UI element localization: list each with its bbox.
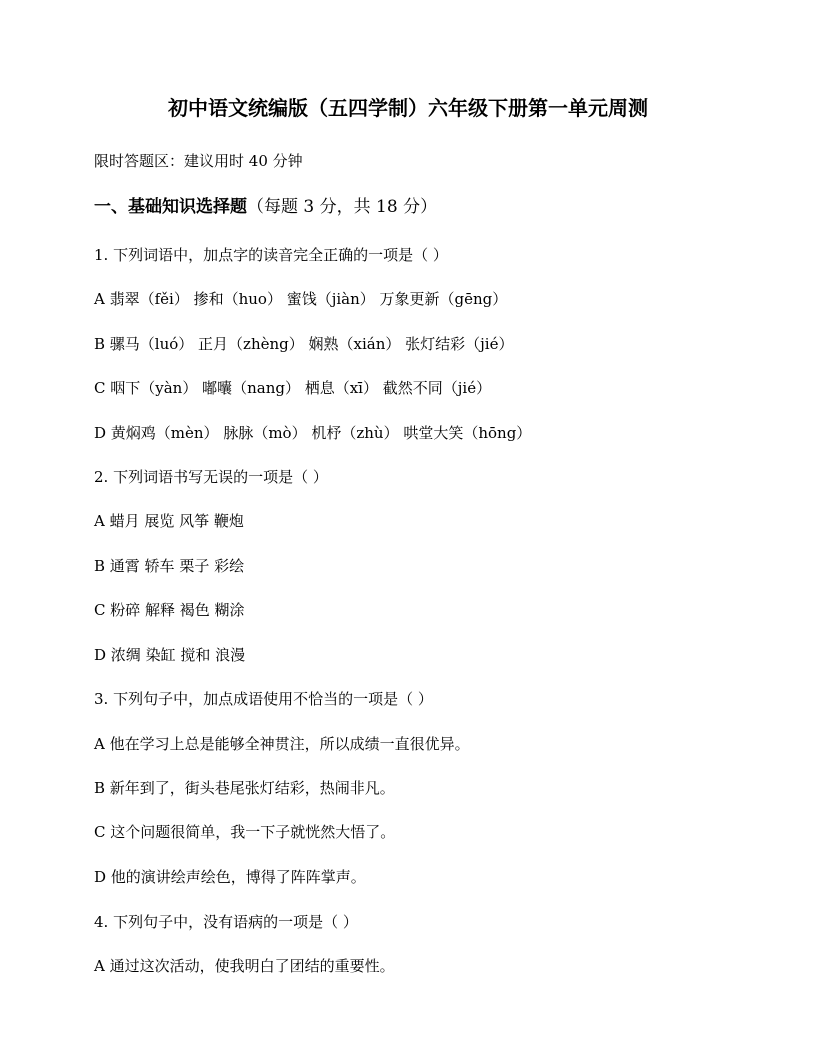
question-3-option-c: C 这个问题很简单，我一下子就恍然大悟了。 (94, 823, 396, 841)
section-heading (94, 195, 437, 219)
question-1-option-d: D 黄焖鸡（mèn） 脉脉（mò） 机杼（zhù） 哄堂大笑（hōng） (94, 424, 532, 442)
question-4-stem: 4. 下列句子中，没有语病的一项是（ ） (94, 913, 358, 931)
question-2-option-c: C 粉碎 解释 褐色 糊涂 (94, 601, 245, 619)
question-2-stem: 2. 下列词语书写无误的一项是（ ） (94, 468, 328, 486)
question-1-option-b: B 骡马（luó） 正月（zhèng） 娴熟（xián） 张灯结彩（jié） (94, 335, 514, 353)
section-title: 一、基础知识选择题 (94, 197, 247, 217)
question-3-option-a: A 他在学习上总是能够全神贯注，所以成绩一直很优异。 (94, 735, 470, 753)
question-1-option-a: A 翡翠（fěi） 掺和（huo） 蜜饯（jiàn） 万象更新（gēng） (94, 290, 508, 308)
question-4-option-a: A 通过这次活动，使我明白了团结的重要性。 (94, 957, 395, 975)
question-3-stem: 3. 下列句子中，加点成语使用不恰当的一项是（ ） (94, 690, 433, 708)
question-2-option-a: A 蜡月 展览 风筝 鞭炮 (94, 512, 244, 530)
question-1-stem: 1. 下列词语中，加点字的读音完全正确的一项是（ ） (94, 246, 448, 264)
document-title: 初中语文统编版（五四学制）六年级下册第一单元周测 (168, 96, 648, 120)
question-3-option-d: D 他的演讲绘声绘色，博得了阵阵掌声。 (94, 868, 366, 886)
time-limit-note: 限时答题区：建议用时 40 分钟 (94, 152, 303, 170)
question-1-option-c: C 咽下（yàn） 嘟囔（nang） 栖息（xī） 截然不同（jié） (94, 379, 492, 397)
question-3-option-b: B 新年到了，街头巷尾张灯结彩，热闹非凡。 (94, 779, 395, 797)
section-score-note: （每题 3 分，共 18 分） (247, 197, 438, 217)
question-2-option-b: B 通霄 轿车 栗子 彩绘 (94, 557, 245, 575)
question-2-option-d: D 浓绸 染缸 搅和 浪漫 (94, 646, 246, 664)
